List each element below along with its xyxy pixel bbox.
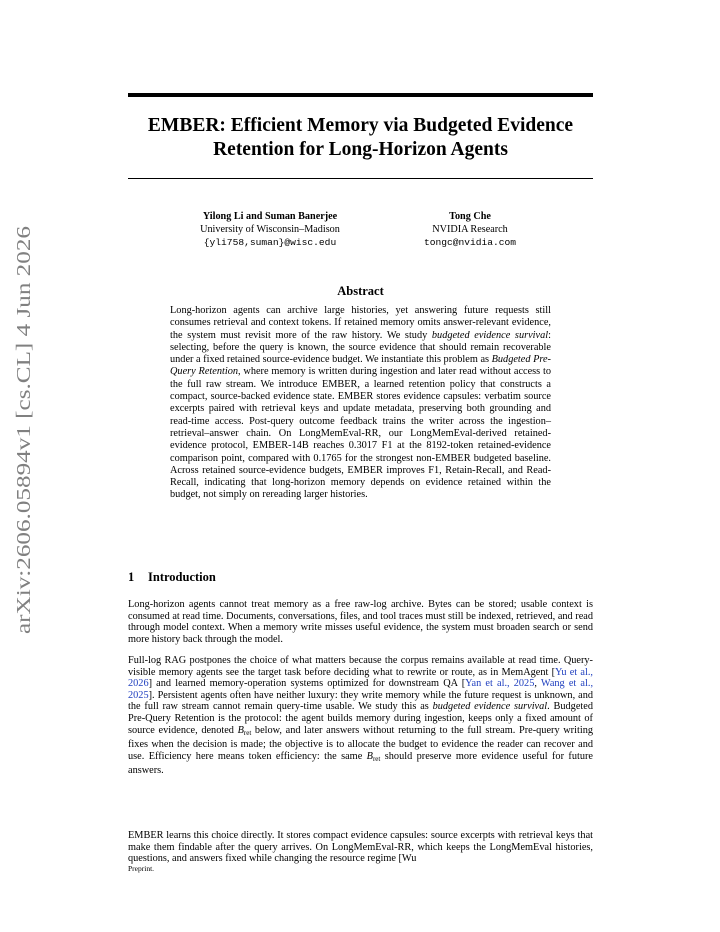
- budget-symbol: B: [237, 724, 244, 736]
- budget-symbol-subscript: ret: [372, 754, 381, 763]
- paragraph-text: below, and later answers without returning to the full stream. Pre-query writing fixes when the decision is made; the objective is to allocate the budget to evidence the reader can recover and use. Efficiency here means token efficiency: the same: [128, 724, 593, 762]
- abstract-term: budgeted evidence survival: [431, 329, 549, 341]
- title-rule-bottom: [128, 178, 593, 179]
- abstract-body: [170, 305, 551, 502]
- budget-symbol-subscript: ret: [243, 728, 252, 737]
- citation-link[interactable]: Wang et al., 2025: [128, 678, 594, 701]
- abstract-text: Long-horizon agents can archive large histories, yet answering future requests still consumes retrieval and context tokens. If retained memory omits answer-relevant evidence, the system must revisit more of the raw history. We study: [170, 305, 551, 341]
- section-number: 1: [128, 570, 135, 584]
- intro-paragraph-2: [128, 655, 593, 777]
- author-affiliation: NVIDIA Research: [432, 224, 508, 235]
- abstract-text: : selecting, before the query is known, the source evidence that should remain recoverable under a fixed retained source-evidence budget. We instantiate this problem as: [170, 329, 551, 366]
- footer-note: Preprint.: [128, 864, 155, 873]
- intro-paragraph-1: Long-horizon agents cannot treat memory as a free raw-log archive. Bytes can be stored; usable context is consumed at read time. Documents, conversations, files, and tool traces must still be indexed, retrieved, and read through model context. When a memory write misses useful evidence, the system must broaden search or send more history back through the model.: [128, 599, 593, 645]
- author-affiliation: University of Wisconsin–Madison: [200, 224, 340, 235]
- author-names: Yilong Li and Suman Banerjee: [202, 211, 338, 222]
- paragraph-text: ,: [534, 678, 541, 690]
- section-title: Introduction: [148, 570, 216, 584]
- budget-symbol: B: [366, 750, 373, 762]
- paragraph-text: Full-log RAG postpones the choice of what matters because the corpus remains available at read time. Query-visible memory agents see the target task before deciding what to rewrite or route, as in MemAgent [: [128, 655, 593, 678]
- title-rule-top: [128, 93, 593, 97]
- abstract-text: , where memory is written during ingestion and later read without access to the full raw stream. We introduce EMBER, a learned retention policy that constructs a compact, source-backed evidence state. EMBER stores evidence capsules: verbatim source excerpts paired with retrieval keys and update metadata, preserving both grounding and read-time access. Post-query outcome feedback trains the writer across the ingestion–retrieval–answer chain. On LongMemEval-RR, our LongMemEval-derived retained-evidence protocol, EMBER-14B reaches 0.3017 F1 at the 8192-token retained-evidence comparison point, compared with 0.1765 for the strongest non-EMBER budgeted baseline. Across retained source-evidence budgets, EMBER improves F1, Retain-Recall, and Read-Recall, indicating that long-horizon memory depends on evidence retained within the budget, not simply on rereading larger histories.: [170, 366, 552, 501]
- paragraph-term: budgeted evidence survival: [432, 701, 548, 713]
- intro-paragraph-3: EMBER learns this choice directly. It stores compact evidence capsules: source excerpts with retrieval keys that make them findable after the query arrives. On LongMemEval-RR, which keeps the LongMemEval histories, questions, and answers fixed while changing the resource regime [Wu: [128, 830, 593, 865]
- citation-link[interactable]: Yu et al., 2026: [128, 666, 593, 690]
- abstract-heading: Abstract: [337, 284, 384, 298]
- author-email: tongc@nvidia.com: [423, 237, 517, 248]
- author-block-2: [380, 210, 560, 249]
- paragraph-text: ] and learned memory-operation systems optimized for downstream QA [: [148, 678, 466, 690]
- section-heading-introduction: [128, 570, 593, 585]
- abstract-term: Budgeted Pre-Query Retention: [170, 354, 551, 378]
- arxiv-stamp: [4, 220, 40, 640]
- arxiv-stamp-text: arXiv:2606.05894v1 [cs.CL] 4 Jun 2026: [14, 317, 35, 634]
- citation-link[interactable]: Yan et al., 2025: [465, 678, 535, 690]
- paragraph-text: ]. Persistent agents often have neither luxury: they write memory while the future request is unknown, and the full raw stream cannot remain query-time usable. We study this as: [128, 689, 593, 713]
- author-email: {yli758,suman}@wisc.edu: [203, 237, 337, 248]
- author-block-1: [175, 210, 365, 249]
- paragraph-text: should preserve more evidence useful for future answers.: [128, 750, 593, 777]
- paper-title: EMBER: Efficient Memory via Budgeted Evidence Retention for Long-Horizon Agents: [147, 115, 574, 160]
- paragraph-text: . Budgeted Pre-Query Retention is the protocol: the agent builds memory during ingestion, keeps only a fixed amount of source evidence, denoted: [128, 701, 593, 736]
- author-names: Tong Che: [449, 211, 491, 222]
